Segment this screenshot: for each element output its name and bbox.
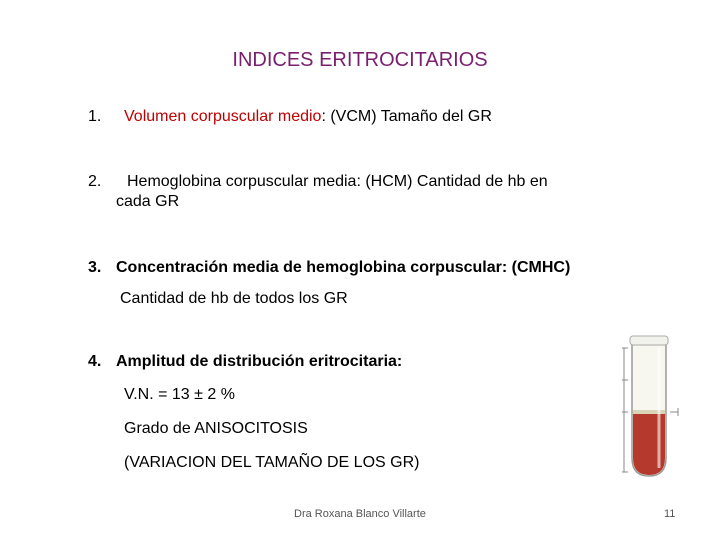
item-4-normal-value: V.N. = 13 ± 2 % <box>124 386 235 403</box>
item-4-line-1: Amplitud de distribución eritrocitaria: <box>116 353 403 370</box>
page-number: 11 <box>664 508 676 520</box>
item-3-line-2: Cantidad de hb de todos los GR <box>120 290 348 307</box>
item-1-text <box>124 107 492 127</box>
item-3-number: 3. <box>88 259 102 276</box>
footer-author: Dra Roxana Blanco Villarte <box>294 508 426 520</box>
slide-title: INDICES ERITROCITARIOS <box>232 49 488 71</box>
item-1-description: (VCM) Tamaño del GR <box>325 108 492 125</box>
item-2-line-2: cada GR <box>116 193 180 210</box>
item-4-variation: (VARIACION DEL TAMAÑO DE LOS GR) <box>124 454 420 471</box>
item-3-line-1: Concentración media de hemoglobina corpuscular: (CMHC) <box>116 259 571 276</box>
item-1-number: 1. <box>88 108 102 125</box>
item-4-anisocytosis: Grado de ANISOCITOSIS <box>124 420 308 437</box>
item-2-number: 2. <box>88 173 102 190</box>
item-4-number: 4. <box>88 353 102 370</box>
item-1-separator: : <box>321 108 326 125</box>
item-1-term: Volumen corpuscular medio <box>124 108 322 125</box>
item-2-line-1: Hemoglobina corpuscular media: (HCM) Cantidad de hb en <box>127 173 548 190</box>
blood-test-tube-icon <box>612 330 692 480</box>
